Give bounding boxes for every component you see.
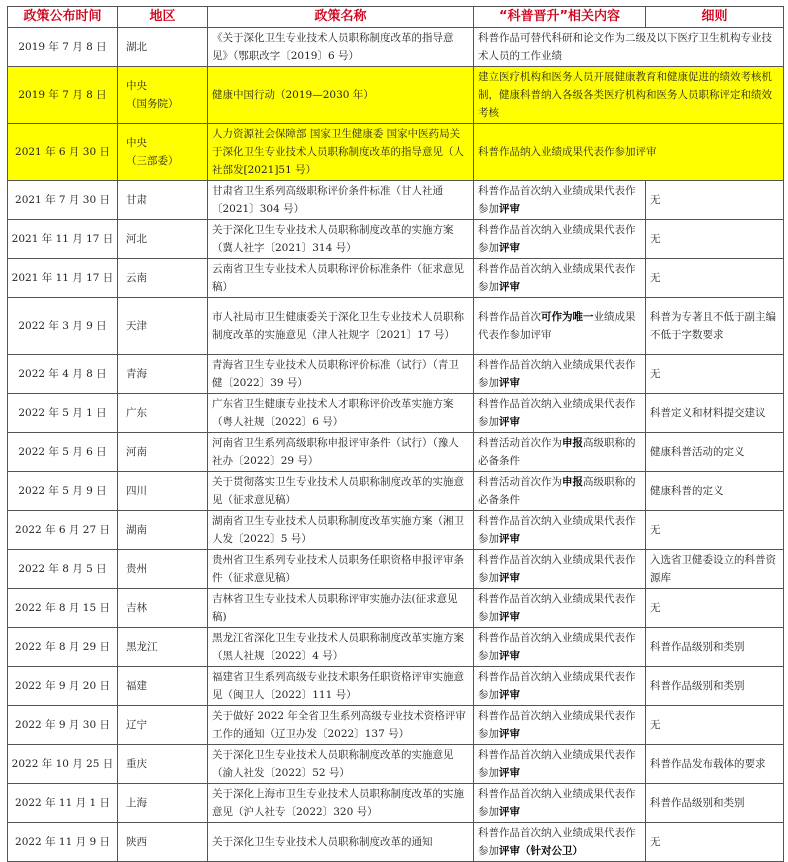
- region-label: 重庆: [126, 758, 147, 770]
- table-row: [8, 589, 784, 628]
- header-detail: 细则: [646, 7, 784, 28]
- cell-content: [474, 220, 646, 259]
- content-emphasis: 申报: [562, 437, 583, 449]
- cell-policy-name: 福建省卫生系列高级专业技术职务任职资格评审实施意见（闽卫人〔2022〕111 号）: [208, 667, 474, 706]
- cell-policy-name: 关于深化卫生专业技术人员职称制度改革的实施意见（渝人社发〔2022〕52 号）: [208, 745, 474, 784]
- content-text: 科普作品首次纳入业绩成果代表作参加: [478, 710, 636, 740]
- cell-policy-name: 青海省卫生专业技术人员职称评价标准（试行）（青卫健〔2022〕39 号）: [208, 355, 474, 394]
- content-emphasis: 评审: [499, 281, 520, 293]
- cell-detail: 科普作品级别和类别: [646, 628, 784, 667]
- header-policy-name: 政策名称: [208, 7, 474, 28]
- content-emphasis: 评审: [499, 572, 520, 584]
- content-text: 科普活动首次作为: [478, 437, 562, 449]
- cell-date: 2022 年 6 月 27 日: [8, 511, 118, 550]
- cell-detail: 健康科普活动的定义: [646, 433, 784, 472]
- table-row: [8, 823, 784, 862]
- region-label: 上海: [126, 797, 147, 809]
- table-row: [8, 394, 784, 433]
- cell-detail: 科普定义和材料提交建议: [646, 394, 784, 433]
- content-text: 科普作品首次纳入业绩成果代表作参加: [478, 593, 636, 623]
- policy-table: [7, 6, 784, 862]
- region-label: 天津: [126, 320, 147, 332]
- cell-region: [118, 28, 208, 67]
- content-emphasis: 评审: [499, 203, 520, 215]
- table-row: [8, 628, 784, 667]
- content-emphasis: 评审: [499, 728, 520, 740]
- cell-content: [474, 667, 646, 706]
- cell-region: [118, 394, 208, 433]
- cell-content: 科普作品纳入业绩成果代表作参加评审: [474, 124, 784, 181]
- content-emphasis: 评审: [499, 533, 520, 545]
- content-emphasis: 评审（针对公卫）: [499, 845, 583, 857]
- table-row-highlighted: [8, 124, 784, 181]
- content-text: 科普作品首次纳入业绩成果代表作参加: [478, 671, 636, 701]
- content-text: 科普活动首次作为: [478, 476, 562, 488]
- content-emphasis: 评审: [499, 416, 520, 428]
- content-text: 科普作品首次纳入业绩成果代表作参加: [478, 224, 636, 254]
- cell-date: 2022 年 11 月 9 日: [8, 823, 118, 862]
- content-emphasis: 评审: [499, 650, 520, 662]
- content-text: 科普作品首次纳入业绩成果代表作参加: [478, 749, 636, 779]
- cell-detail: 无: [646, 181, 784, 220]
- content-text-tail: 高级职称的必备条件: [478, 437, 636, 467]
- table-row: [8, 745, 784, 784]
- cell-region: [118, 433, 208, 472]
- cell-date: 2021 年 7 月 30 日: [8, 181, 118, 220]
- cell-content: [474, 550, 646, 589]
- cell-date: 2022 年 8 月 5 日: [8, 550, 118, 589]
- cell-region: [118, 472, 208, 511]
- cell-detail: 无: [646, 589, 784, 628]
- cell-policy-name: 湖南省卫生专业技术人员职称制度改革实施方案（湘卫人发〔2022〕5 号）: [208, 511, 474, 550]
- cell-date: 2022 年 8 月 29 日: [8, 628, 118, 667]
- cell-detail: 无: [646, 511, 784, 550]
- cell-policy-name: 健康中国行动（2019—2030 年）: [208, 67, 474, 124]
- content-text: 科普作品首次纳入业绩成果代表作参加: [478, 788, 636, 818]
- content-text: 科普作品首次纳入业绩成果代表作参加: [478, 398, 636, 428]
- content-text-tail: 业绩成果代表作参加评审: [478, 311, 636, 341]
- region-label: 广东: [126, 407, 147, 419]
- region-note: （国务院）: [126, 98, 179, 110]
- cell-content: [474, 823, 646, 862]
- cell-content: 建立医疗机构和医务人员开展健康教育和健康促进的绩效考核机制，健康科普纳入各级各类医疗机构和医务人员职称评定和绩效考核: [474, 67, 784, 124]
- cell-content: [474, 355, 646, 394]
- region-label: 河南: [126, 446, 147, 458]
- content-emphasis: 评审: [499, 377, 520, 389]
- cell-policy-name: 云南省卫生专业技术人员职称评价标准条件（征求意见稿）: [208, 259, 474, 298]
- cell-region: [118, 124, 208, 181]
- cell-content: [474, 628, 646, 667]
- cell-content: [474, 394, 646, 433]
- table-row: [8, 355, 784, 394]
- table-row: [8, 28, 784, 67]
- content-text: 科普作品首次纳入业绩成果代表作参加: [478, 632, 636, 662]
- table-row: [8, 259, 784, 298]
- cell-content: [474, 589, 646, 628]
- cell-policy-name: 关于深化上海市卫生专业技术人员职称制度改革的实施意见（沪人社专〔2022〕320 号）: [208, 784, 474, 823]
- table-row: [8, 784, 784, 823]
- cell-date: 2019 年 7 月 8 日: [8, 67, 118, 124]
- cell-detail: 健康科普的定义: [646, 472, 784, 511]
- table-row: [8, 550, 784, 589]
- region-label: 贵州: [126, 563, 147, 575]
- cell-date: 2022 年 9 月 20 日: [8, 667, 118, 706]
- table-row: [8, 181, 784, 220]
- cell-date: 2022 年 8 月 15 日: [8, 589, 118, 628]
- region-label: 河北: [126, 233, 147, 245]
- cell-policy-name: 甘肃省卫生系列高级职称评价条件标准（甘人社通〔2021〕304 号）: [208, 181, 474, 220]
- cell-date: 2022 年 4 月 8 日: [8, 355, 118, 394]
- region-label: 黑龙江: [126, 641, 158, 653]
- region-label: 云南: [126, 272, 147, 284]
- table-row-highlighted: [8, 67, 784, 124]
- cell-policy-name: 关于深化卫生专业技术人员职称制度改革的实施方案（冀人社字〔2021〕314 号）: [208, 220, 474, 259]
- cell-policy-name: 市人社局市卫生健康委关于深化卫生专业技术人员职称制度改革的实施意见（津人社规字〔2021〕17 号）: [208, 298, 474, 355]
- content-emphasis: 评审: [499, 767, 520, 779]
- cell-content: [474, 511, 646, 550]
- cell-content: [474, 181, 646, 220]
- header-content: “科普晋升”相关内容: [474, 7, 646, 28]
- content-text: 科普作品首次纳入业绩成果代表作参加: [478, 515, 636, 545]
- cell-region: [118, 298, 208, 355]
- cell-date: 2021 年 11 月 17 日: [8, 220, 118, 259]
- cell-region: [118, 589, 208, 628]
- cell-region: [118, 823, 208, 862]
- cell-detail: 无: [646, 259, 784, 298]
- cell-policy-name: 广东省卫生健康专业技术人才职称评价改革实施方案（粤人社规〔2022〕6 号）: [208, 394, 474, 433]
- region-label: 甘肃: [126, 194, 147, 206]
- cell-region: [118, 511, 208, 550]
- region-label: 辽宁: [126, 719, 147, 731]
- cell-region: [118, 67, 208, 124]
- region-label: 中央: [126, 137, 147, 149]
- cell-policy-name: 吉林省卫生专业技术人员职称评审实施办法(征求意见稿): [208, 589, 474, 628]
- table-row: [8, 667, 784, 706]
- cell-date: 2021 年 6 月 30 日: [8, 124, 118, 181]
- cell-content: [474, 784, 646, 823]
- cell-content: [474, 472, 646, 511]
- region-label: 陕西: [126, 836, 147, 848]
- region-label: 中央: [126, 80, 147, 92]
- cell-region: [118, 220, 208, 259]
- content-text: 科普作品首次纳入业绩成果代表作参加: [478, 185, 636, 215]
- region-label: 吉林: [126, 602, 147, 614]
- cell-date: 2022 年 5 月 6 日: [8, 433, 118, 472]
- header-region: 地区: [118, 7, 208, 28]
- cell-policy-name: 人力资源社会保障部 国家卫生健康委 国家中医药局关于深化卫生专业技术人员职称制度改革的指导意见（人社部发[2021]51 号）: [208, 124, 474, 181]
- cell-content: 科普作品可替代科研和论文作为二级及以下医疗卫生机构专业技术人员的工作业绩: [474, 28, 784, 67]
- region-label: 福建: [126, 680, 147, 692]
- table-row: [8, 433, 784, 472]
- cell-content: [474, 298, 646, 355]
- cell-date: 2022 年 5 月 9 日: [8, 472, 118, 511]
- table-row: [8, 298, 784, 355]
- cell-region: [118, 628, 208, 667]
- content-text: 科普作品首次纳入业绩成果代表作参加: [478, 263, 636, 293]
- table-row: [8, 472, 784, 511]
- content-text: 科普作品首次纳入业绩成果代表作参加: [478, 554, 636, 584]
- header-date: 政策公布时间: [8, 7, 118, 28]
- region-note: （三部委）: [126, 155, 179, 167]
- cell-policy-name: 河南省卫生系列高级职称申报评审条件（试行）（豫人社办〔2022〕29 号）: [208, 433, 474, 472]
- cell-region: [118, 181, 208, 220]
- cell-date: 2022 年 10 月 25 日: [8, 745, 118, 784]
- content-emphasis: 可作为唯一: [541, 311, 594, 323]
- table-row: [8, 706, 784, 745]
- region-label: 湖南: [126, 524, 147, 536]
- cell-policy-name: 关于做好 2022 年全省卫生系列高级专业技术资格评审工作的通知（辽卫办发〔2022〕137 号）: [208, 706, 474, 745]
- table-row: [8, 220, 784, 259]
- cell-date: 2022 年 9 月 30 日: [8, 706, 118, 745]
- content-emphasis: 评审: [499, 611, 520, 623]
- cell-content: [474, 433, 646, 472]
- cell-detail: 无: [646, 823, 784, 862]
- cell-detail: 科普作品发布载体的要求: [646, 745, 784, 784]
- cell-policy-name: 贵州省卫生系列专业技术人员职务任职资格申报评审条件（征求意见稿）: [208, 550, 474, 589]
- cell-region: [118, 667, 208, 706]
- content-text: 科普作品首次纳入业绩成果代表作参加: [478, 359, 636, 389]
- cell-date: 2021 年 11 月 17 日: [8, 259, 118, 298]
- table-header-row: [8, 7, 784, 28]
- cell-region: [118, 745, 208, 784]
- cell-detail: 无: [646, 355, 784, 394]
- cell-region: [118, 550, 208, 589]
- region-label: 湖北: [126, 41, 147, 53]
- cell-region: [118, 259, 208, 298]
- cell-content: [474, 706, 646, 745]
- cell-content: [474, 259, 646, 298]
- content-emphasis: 申报: [562, 476, 583, 488]
- cell-policy-name: 《关于深化卫生专业技术人员职称制度改革的指导意见》（鄂职改字〔2019〕6 号）: [208, 28, 474, 67]
- table-row: [8, 511, 784, 550]
- region-label: 四川: [126, 485, 147, 497]
- content-text-tail: 高级职称的必备条件: [478, 476, 636, 506]
- cell-detail: 无: [646, 706, 784, 745]
- cell-region: [118, 355, 208, 394]
- cell-content: [474, 745, 646, 784]
- cell-date: 2022 年 5 月 1 日: [8, 394, 118, 433]
- content-emphasis: 评审: [499, 242, 520, 254]
- cell-policy-name: 黑龙江省深化卫生专业技术人员职称制度改革实施方案（黑人社规〔2022〕4 号）: [208, 628, 474, 667]
- cell-detail: 无: [646, 220, 784, 259]
- cell-detail: 科普为专著且不低于副主编不低于字数要求: [646, 298, 784, 355]
- content-emphasis: 评审: [499, 806, 520, 818]
- cell-date: 2022 年 11 月 1 日: [8, 784, 118, 823]
- cell-policy-name: 关于贯彻落实卫生专业技术人员职称制度改革的实施意见（征求意见稿）: [208, 472, 474, 511]
- cell-region: [118, 706, 208, 745]
- content-emphasis: 评审: [499, 689, 520, 701]
- cell-policy-name: 关于深化卫生专业技术人员职称制度改革的通知: [208, 823, 474, 862]
- content-text: 科普作品首次: [478, 311, 541, 323]
- cell-detail: 科普作品级别和类别: [646, 784, 784, 823]
- cell-detail: 入选省卫健委设立的科普资源库: [646, 550, 784, 589]
- cell-detail: 科普作品级别和类别: [646, 667, 784, 706]
- cell-date: 2022 年 3 月 9 日: [8, 298, 118, 355]
- content-text: 科普作品首次纳入业绩成果代表作参加: [478, 827, 636, 857]
- cell-date: 2019 年 7 月 8 日: [8, 28, 118, 67]
- cell-region: [118, 784, 208, 823]
- region-label: 青海: [126, 368, 147, 380]
